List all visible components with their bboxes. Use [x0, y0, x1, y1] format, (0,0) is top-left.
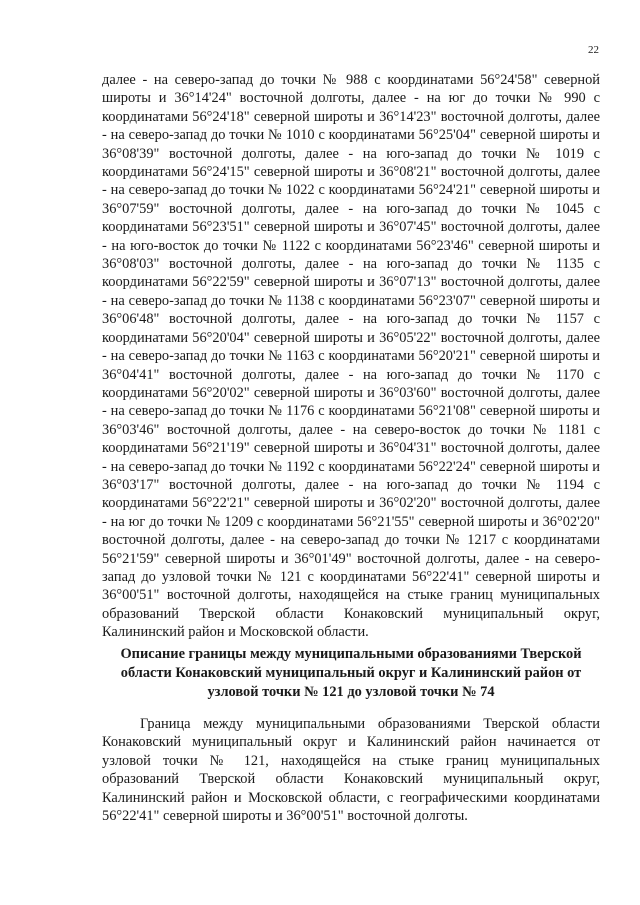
boundary-description-paragraph: далее - на северо-запад до точки № 988 с координатами 56°24'58" северной широты и 36°14'24" восточной долготы, далее - на юг до точки № 990 с координатами 56°24'18" северной широты и 36°14'23" восточной долготы, далее - на северо-запад до точки № 1010 с координатами 56°25'04" северной широты и 36°08'39" восточной долготы, далее - на юго-запад до точки № 1019 с координатами 56°24'15" северной широты и 36°08'21" восточной долготы, далее - на северо-запад до точки № 1022 с координатами 56°24'21" северной широты и 36°07'59" восточной долготы, далее - на юго-запад до точки № 1045 с координатами 56°23'51" северной широты и 36°07'45" восточной долготы, далее - на юго-восток до точки № 1122 с координатами 56°23'46" северной широты и 36°08'03" восточной долготы, далее - на юго-запад до точки № 1135 с координатами 56°22'59" северной широты и 36°07'13" восточной долготы, далее - на северо-запад до точки № 1138 с координатами 56°23'07" северной широты и 36°06'48" восточной долготы, далее - на юго-запад до точки № 1157 с координатами 56°20'04" северной широты и 36°05'22" восточной долготы, далее - на северо-запад до точки № 1163 с координатами 56°20'21" северной широты и 36°04'41" восточной долготы, далее - на юго-запад до точки № 1170 с координатами 56°20'02" северной широты и 36°03'60" восточной долготы, далее - на северо-запад до точки № 1176 с координатами 56°21'08" северной широты и 36°03'46" восточной долготы, далее - на северо-восток до точки № 1181 с координатами 56°21'19" северной широты и 36°04'31" восточной долготы, далее - на северо-запад до точки № 1192 с координатами 56°22'24" северной широты и 36°03'17" восточной долготы, далее - на юго-запад до точки № 1194 с координатами 56°22'21" северной широты и 36°02'20" восточной долготы, далее - на юг до точки № 1209 с координатами 56°21'55" северной широты и 36°02'20" восточной долготы, далее - на северо-запад до точки № 1217 с координатами 56°21'59" северной широты и 36°01'49" восточной долготы, далее - на северо-запад до узловой точки № 121 с координатами 56°22'41" северной широты и 36°00'51" восточной долготы, находящейся на стыке границ муниципальных образований Тверской области Конаковский муниципальный округ, Калининский район и Московской области. [102, 72, 600, 641]
page-number: 22 [588, 44, 599, 56]
boundary-start-paragraph: Граница между муниципальными образованиями Тверской области Конаковский муниципальный округ и Калининский район начинается от узловой точки № 121, находящейся на стыке границ муниципальных образований Тверской области Конаковский муниципальный округ, Калининский район и Московской области, с географическими координатами 56°22'41" северной широты и 36°00'51" восточной долготы. [102, 716, 600, 825]
section-heading: Описание границы между муниципальными образованиями Тверской области Конаковский муниципальный округ и Калининский район от узловой точки № 121 до узловой точки № 74 [120, 646, 582, 700]
